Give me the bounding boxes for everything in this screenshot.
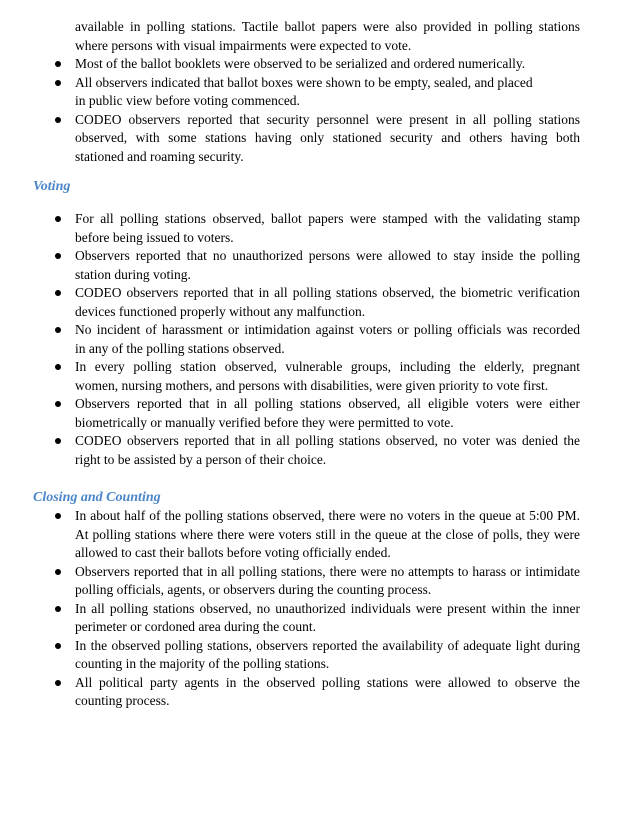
list-item-line: observed, with some stations having only stationed security and others having both xyxy=(75,130,580,145)
list-item xyxy=(75,210,580,247)
list-item-line: Observers reported that in all polling stations observed, all eligible voters were either xyxy=(75,396,580,411)
bullet-icon xyxy=(55,643,61,649)
list-item-line: devices functioned properly without any malfunction. xyxy=(75,303,366,319)
list-item-line: All observers indicated that ballot boxes were shown to be empty, sealed, and placed xyxy=(75,74,533,90)
list-item-line: before being issued to voters. xyxy=(75,229,234,245)
list-item-line: stationed and roaming security. xyxy=(75,148,244,164)
list-item xyxy=(75,395,580,432)
paragraph-line: available in polling stations. Tactile ballot papers were also provided in polling stations xyxy=(75,19,580,34)
list-item-line: in public view before voting commenced. xyxy=(75,93,300,108)
bullet-icon xyxy=(55,117,61,123)
list-item-line: For all polling stations observed, ballot papers were stamped with the validating stamp xyxy=(75,211,580,226)
list-item-line: in any of the polling stations observed. xyxy=(75,340,285,356)
bullet-icon xyxy=(55,438,61,444)
list-item xyxy=(75,674,580,711)
list-item-line: In every polling station observed, vulnerable groups, including the elderly, pregnant xyxy=(75,359,580,374)
list-item-line: counting process. xyxy=(75,693,170,708)
paragraph-line: where persons with visual impairments were expected to vote. xyxy=(75,37,412,53)
section-heading-closing-counting: Closing and Counting xyxy=(33,490,161,505)
list-item-line: Most of the ballot booklets were observed to be serialized and ordered numerically. xyxy=(75,56,526,71)
list-item xyxy=(75,111,580,167)
list-item-line: perimeter or cordoned area during the count. xyxy=(75,619,317,634)
list-item-line: No incident of harassment or intimidation against voters or polling officials was recorded xyxy=(75,322,580,337)
list-item xyxy=(75,600,580,637)
list-item xyxy=(75,563,580,600)
list-item xyxy=(75,284,580,321)
bullet-icon xyxy=(55,216,61,222)
bullet-icon xyxy=(55,290,61,296)
bullet-icon xyxy=(55,61,61,67)
bullet-icon xyxy=(55,327,61,333)
bullet-icon xyxy=(55,253,61,259)
voting-section xyxy=(75,210,580,469)
closing-section xyxy=(75,507,580,711)
list-item-line: women, nursing mothers, and persons with disabilities, were given priority to vote first. xyxy=(75,377,549,393)
list-item xyxy=(75,321,580,358)
bullet-icon xyxy=(55,80,61,86)
bullet-icon xyxy=(55,569,61,575)
intro-section xyxy=(75,18,580,166)
list-item xyxy=(75,74,580,111)
list-item-line: biometrically or manually verified before they were permitted to vote. xyxy=(75,414,454,430)
list-item-line: Observers reported that in all polling stations, there were no attempts to harass or intimidate xyxy=(75,563,580,579)
list-item xyxy=(75,358,580,395)
list-item-line: counting in the majority of the polling stations. xyxy=(75,656,330,671)
list-item xyxy=(75,637,580,674)
list-item-line: All political party agents in the observed polling stations were allowed to observe the xyxy=(75,674,580,690)
list-item-line: polling officials, agents, or observers during the counting process. xyxy=(75,582,432,597)
list-item xyxy=(75,55,580,74)
list-item-line: In all polling stations observed, no unauthorized individuals were present within the inner xyxy=(75,600,580,616)
list-item xyxy=(75,507,580,563)
list-item-line: right to be assisted by a person of their choice. xyxy=(75,451,327,467)
list-item xyxy=(75,247,580,284)
bullet-icon xyxy=(55,606,61,612)
list-item-line: Observers reported that no unauthorized persons were allowed to stay inside the polling xyxy=(75,248,580,263)
list-item-line: At polling stations where there were voters still in the queue at the close of polls, they were xyxy=(75,526,580,542)
bullet-icon xyxy=(55,401,61,407)
list-item xyxy=(75,432,580,469)
list-item-line: CODEO observers reported that in all polling stations observed, no voter was denied the xyxy=(75,433,580,448)
list-item-line: CODEO observers reported that in all polling stations observed, the biometric verification xyxy=(75,285,580,300)
bullet-icon xyxy=(55,364,61,370)
list-item-line: CODEO observers reported that security personnel were present in all polling stations xyxy=(75,111,580,127)
bullet-icon xyxy=(55,513,61,519)
section-heading-voting: Voting xyxy=(33,179,71,194)
list-item-line: station during voting. xyxy=(75,266,191,282)
bullet-icon xyxy=(55,680,61,686)
list-item-line: In the observed polling stations, observers reported the availability of adequate light during xyxy=(75,637,580,653)
list-item-line: allowed to cast their ballots before voting officially ended. xyxy=(75,545,391,560)
list-item-line: In about half of the polling stations observed, there were no voters in the queue at 5:00 PM. xyxy=(75,508,580,523)
